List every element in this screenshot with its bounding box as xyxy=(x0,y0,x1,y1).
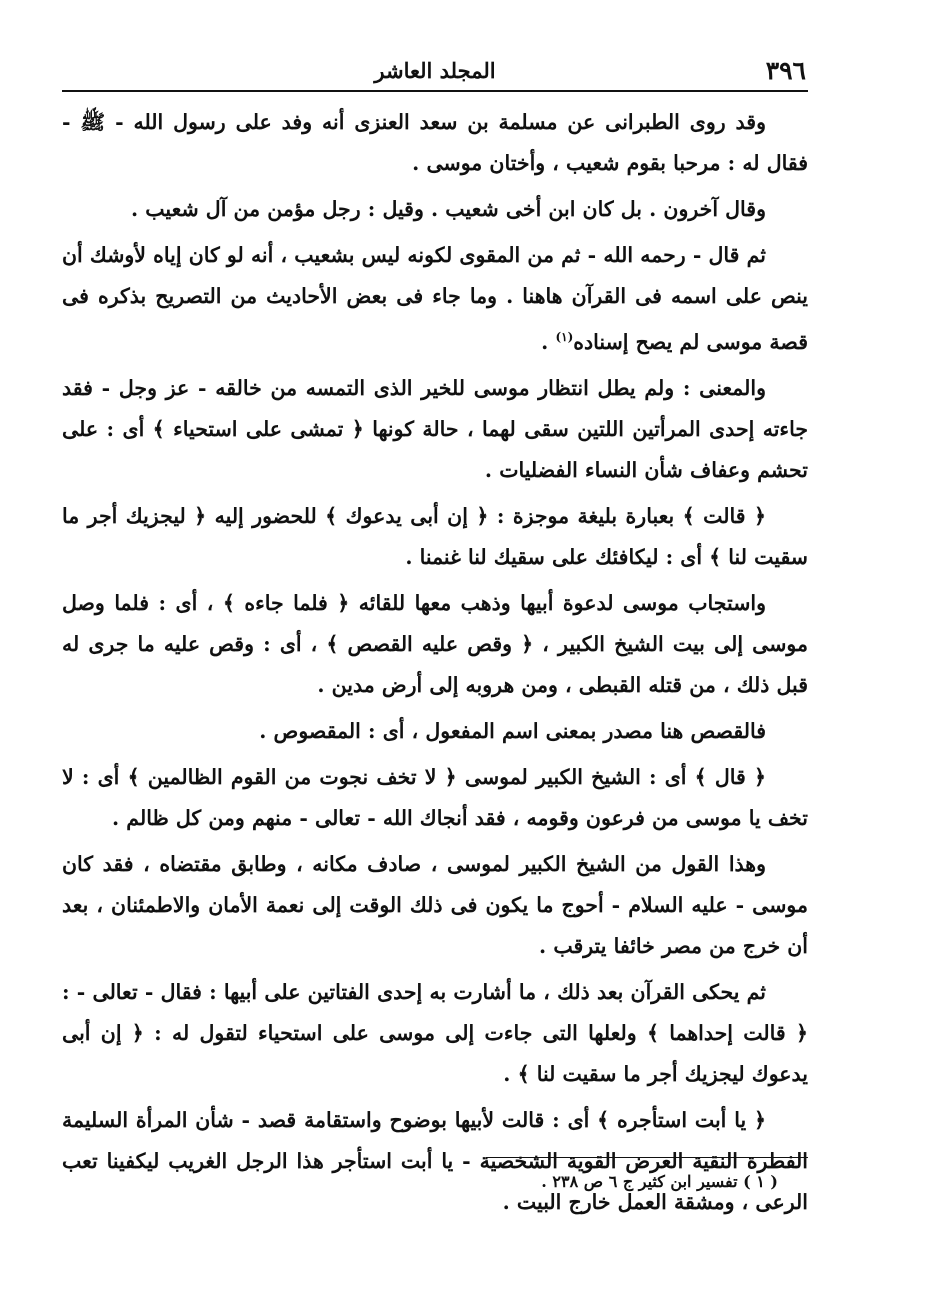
paragraph: فالقصص هنا مصدر بمعنى اسم المفعول ، أى : المقصوص . xyxy=(259,718,766,743)
paragraph xyxy=(62,235,808,363)
paragraph-tail: . xyxy=(541,329,556,354)
paragraph: واستجاب موسى لدعوة أبيها وذهب معها للقائه ﴿ فلما جاءه ﴾ ، أى : فلما وصل موسى إلى بيت الشيخ الكبير ، ﴿ وقص عليه القصص ﴾ ، أى : وقص عليه ما جرى له قبل ذلك ، من قتله القبطى ، ومن هروبه إلى أرض مدين . xyxy=(62,590,808,697)
paragraph: ﴿ يا أبت استأجره ﴾ أى : قالت لأبيها بوضوح واستقامة قصد - شأن المرأة السليمة الفطرة النقية العرض القوية الشخصية - يا أبت استأجر هذا الرجل الغريب ليكفينا تعب الرعى ، ومشقة العمل خارج البيت . xyxy=(62,1107,808,1214)
volume-title: المجلد العاشر xyxy=(374,58,496,83)
paragraph: ﴿ قال ﴾ أى : الشيخ الكبير لموسى ﴿ لا تخف نجوت من القوم الظالمين ﴾ أى : لا تخف يا موسى من فرعون وقومه ، فقد أنجاك الله - تعالى - منهم ومن كل ظالم . xyxy=(62,764,808,830)
paragraph: وهذا القول من الشيخ الكبير لموسى ، صادف مكانه ، وطابق مقتضاه ، فقد كان موسى - عليه السلام - أحوج ما يكون فى ذلك الوقت إلى نعمة الأمان والاطمئنان ، بعد أن خرج من مصر خائفا يترقب . xyxy=(62,851,808,958)
page-number: ٣٩٦ xyxy=(765,56,806,85)
footnote-marker: (١) xyxy=(555,330,574,344)
footnote: ( ١ ) تفسير ابن كثير ج ٦ ص ٢٣٨ . xyxy=(541,1172,778,1191)
page-header xyxy=(62,50,808,92)
paragraph-text: ثم قال - رحمه الله - ثم من المقوى لكونه ليس بشعيب ، أنه لو كان إياه لأوشك أن ينص على اسمه فى القرآن هاهنا . وما جاء فى بعض الأحاديث من التصريح بذكره فى قصة موسى لم يصح إسناده xyxy=(62,243,808,354)
book-page xyxy=(62,40,808,1260)
paragraph: ﴿ قالت ﴾ بعبارة بليغة موجزة : ﴿ إن أبى يدعوك ﴾ للحضور إليه ﴿ ليجزيك أجر ما سقيت لنا ﴾ أى : ليكافئك على سقيك لنا غنمنا . xyxy=(62,503,808,569)
paragraph: والمعنى : ولم يطل انتظار موسى للخير الذى التمسه من خالقه - عز وجل - فقد جاءته إحدى المرأتين اللتين سقى لهما ، حالة كونها ﴿ تمشى على استحياء ﴾ أى : على تحشم وعفاف شأن النساء الفضليات . xyxy=(62,375,808,482)
paragraph: ثم يحكى القرآن بعد ذلك ، ما أشارت به إحدى الفتاتين على أبيها : فقال - تعالى - : ﴿ قالت إحداهما ﴾ ولعلها التى جاءت إلى موسى على استحياء لتقول له : ﴿ إن أبى يدعوك ليجزيك أجر ما سقيت لنا ﴾ . xyxy=(62,979,808,1086)
paragraph: وقد روى الطبرانى عن مسلمة بن سعد العنزى أنه وفد على رسول الله - ﷺ - فقال له : مرحبا بقوم شعيب ، وأختان موسى . xyxy=(62,110,808,175)
footnote-divider xyxy=(486,1157,808,1158)
paragraph: وقال آخرون . بل كان ابن أخى شعيب . وقيل : رجل مؤمن من آل شعيب . xyxy=(131,197,766,221)
page-body xyxy=(62,102,808,1228)
